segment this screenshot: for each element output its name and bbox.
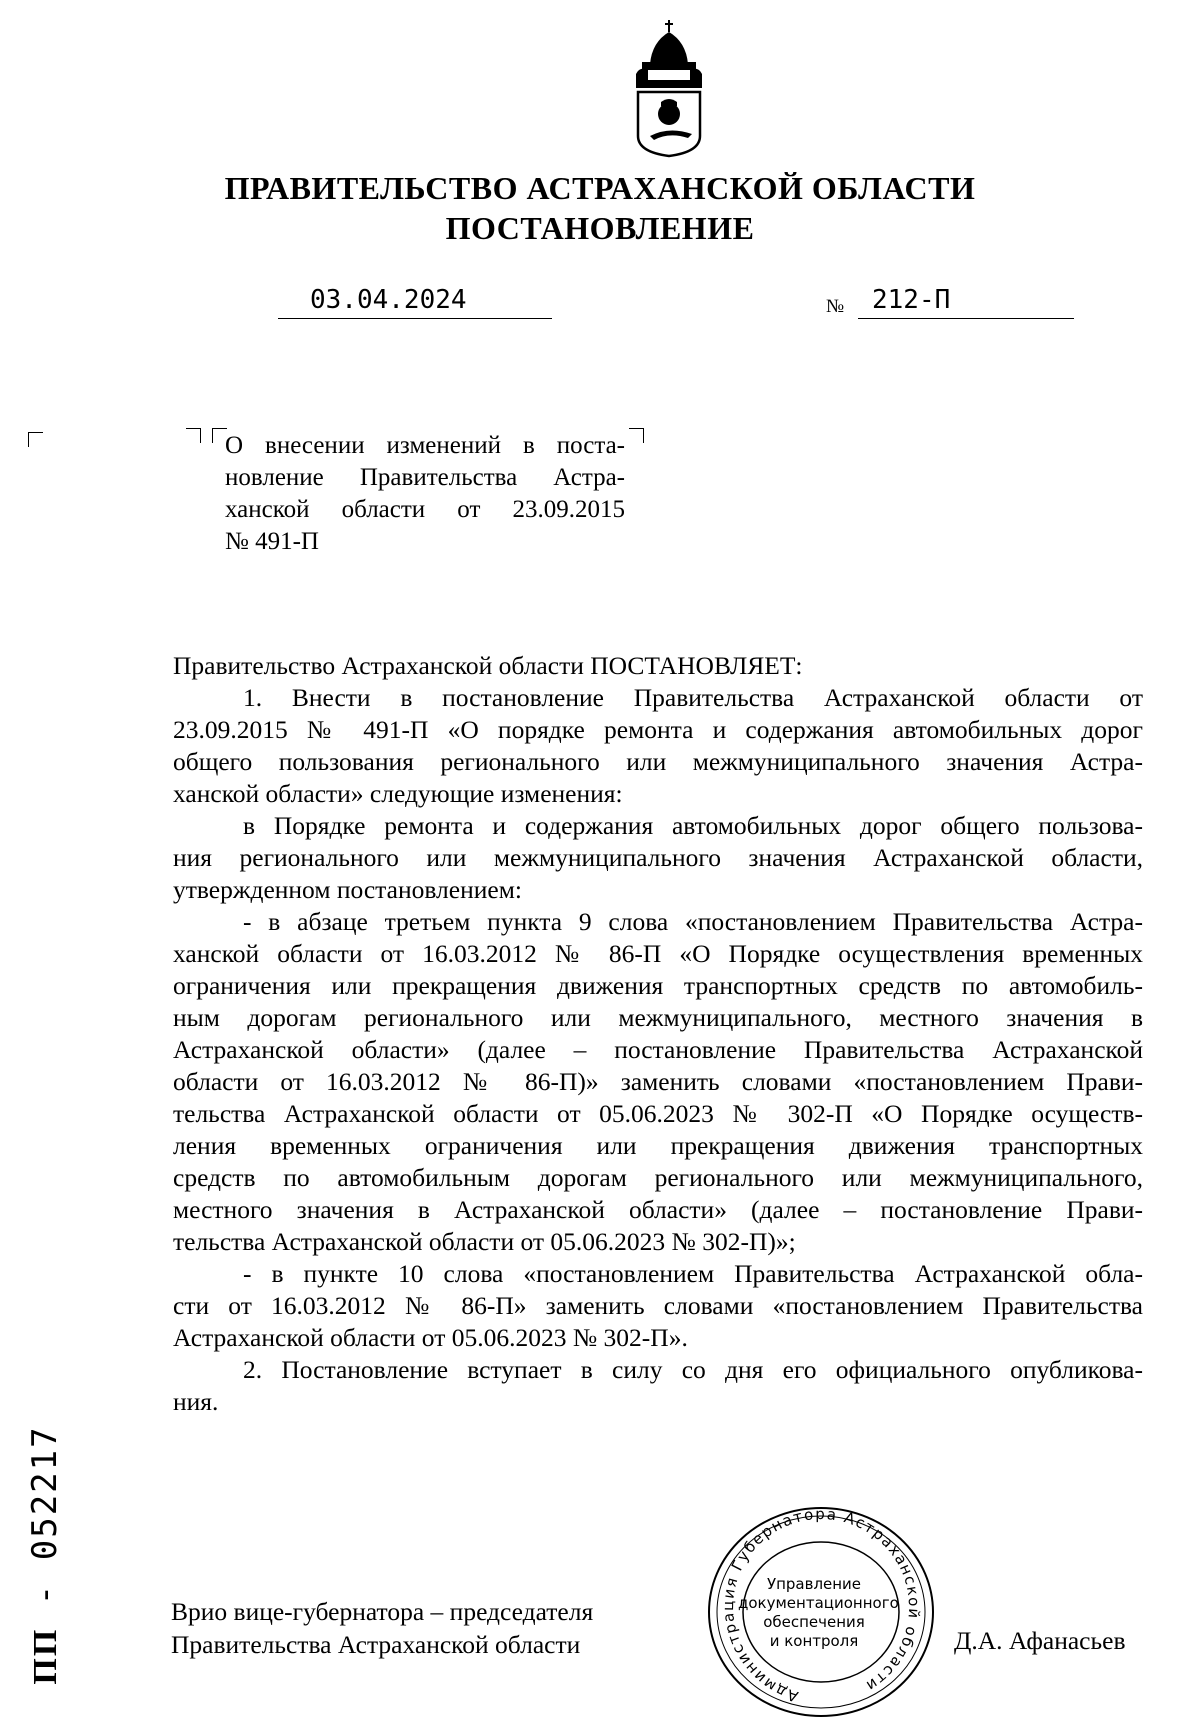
document-subject [225,430,625,558]
body-line: 2. Постановление вступает в силу со дня его официального опубликова- [243,1355,1143,1384]
body-line: ления временных ограничения или прекращения движения транспортных [173,1131,1143,1160]
form-serial-number [5,1390,85,1720]
signatory-position [171,1595,593,1661]
body-line: местного значения в Астраханской области» (далее – постановление Прави- [173,1195,1143,1224]
form-number: - 052217 [25,1425,65,1606]
number-underline [858,318,1074,319]
subject-bracket-close [629,428,644,443]
subject-bracket-left-end [186,428,201,443]
stamp-ring-text: Администрация Губернатора Астраханской области [718,1505,924,1706]
number-sign: № [826,296,845,317]
body-line: области от 16.03.2012 № 86-П)» заменить словами «постановлением Прави- [173,1067,1143,1096]
body-line: - в пункте 10 слова «постановлением Правительства Астраханской обла- [243,1259,1143,1288]
body-line: 1. Внести в постановление Правительства Астраханской области от [243,683,1143,712]
subject-line: ханской области от 23.09.2015 [225,496,625,523]
stamp-inner-line: обеспечения [763,1613,865,1631]
document-type: ПОСТАНОВЛЕНИЕ [445,210,755,246]
stamp-inner-line: документационного [738,1594,899,1612]
body-line: тельства Астраханской области от 05.06.2023 № 302-П)»; [173,1227,796,1256]
body-line: 23.09.2015 № 491-П «О порядке ремонта и содержания автомобильных дорог [173,715,1143,744]
body-line: сти от 16.03.2012 № 86-П» заменить словами «постановлением Правительства [173,1291,1143,1320]
body-line: ханской области от 16.03.2012 № 86-П «О Порядке осуществления временных [173,939,1143,968]
stamp-inner-text [738,1575,899,1651]
date-underline [278,318,552,319]
coat-of-arms-icon [628,18,710,158]
body-line: Астраханской области от 05.06.2023 № 302-П». [173,1323,688,1352]
body-line: ограничения или прекращения движения транспортных средств по автомобиль- [173,971,1143,1000]
stamp-inner-line: Управление [766,1575,862,1593]
signatory-position-line: Врио вице-губернатора – председателя [171,1597,594,1626]
body-line: ным дорогам регионального или межмуниципального, местного значения в [173,1003,1143,1032]
body-line: в Порядке ремонта и содержания автомобильных дорог общего пользова- [243,811,1143,840]
document-number: 212-П [872,285,951,315]
stamp-inner-line: и контроля [769,1632,859,1650]
signatory-position-line: Правительства Астраханской области [171,1630,581,1659]
body-line: ханской области» следующие изменения: [173,779,623,808]
subject-line: новление Правительства Астра- [225,464,625,491]
document-body [173,650,1143,1418]
subject-line: № 491-П [225,528,319,555]
body-line: средств по автомобильным дорогам регионального или межмуниципального, [173,1163,1143,1192]
body-line: тельства Астраханской области от 05.06.2023 № 302-П «О Порядке осуществ- [173,1099,1143,1128]
document-issuer: ПРАВИТЕЛЬСТВО АСТРАХАНСКОЙ ОБЛАСТИ [224,170,976,206]
body-line: ния. [173,1387,219,1416]
form-series: ПП [27,1627,64,1685]
body-line: - в абзаце третьем пункта 9 слова «постановлением Правительства Астра- [243,907,1143,936]
body-line: Правительство Астраханской области ПОСТАНОВЛЯЕТ: [173,651,803,680]
body-line: ния регионального или межмуниципального значения Астраханской области, [173,843,1143,872]
subject-line: О внесении изменений в поста- [225,432,625,459]
document-date: 03.04.2024 [310,285,467,315]
body-line: утвержденном постановлением: [173,875,522,904]
signatory-name: Д.А. Афанасьев [954,1626,1126,1655]
left-margin-bracket [28,432,43,447]
body-line: Астраханской области» (далее – постановление Правительства Астраханской [173,1035,1143,1064]
body-line: общего пользования регионального или межмуниципального значения Астра- [173,747,1143,776]
